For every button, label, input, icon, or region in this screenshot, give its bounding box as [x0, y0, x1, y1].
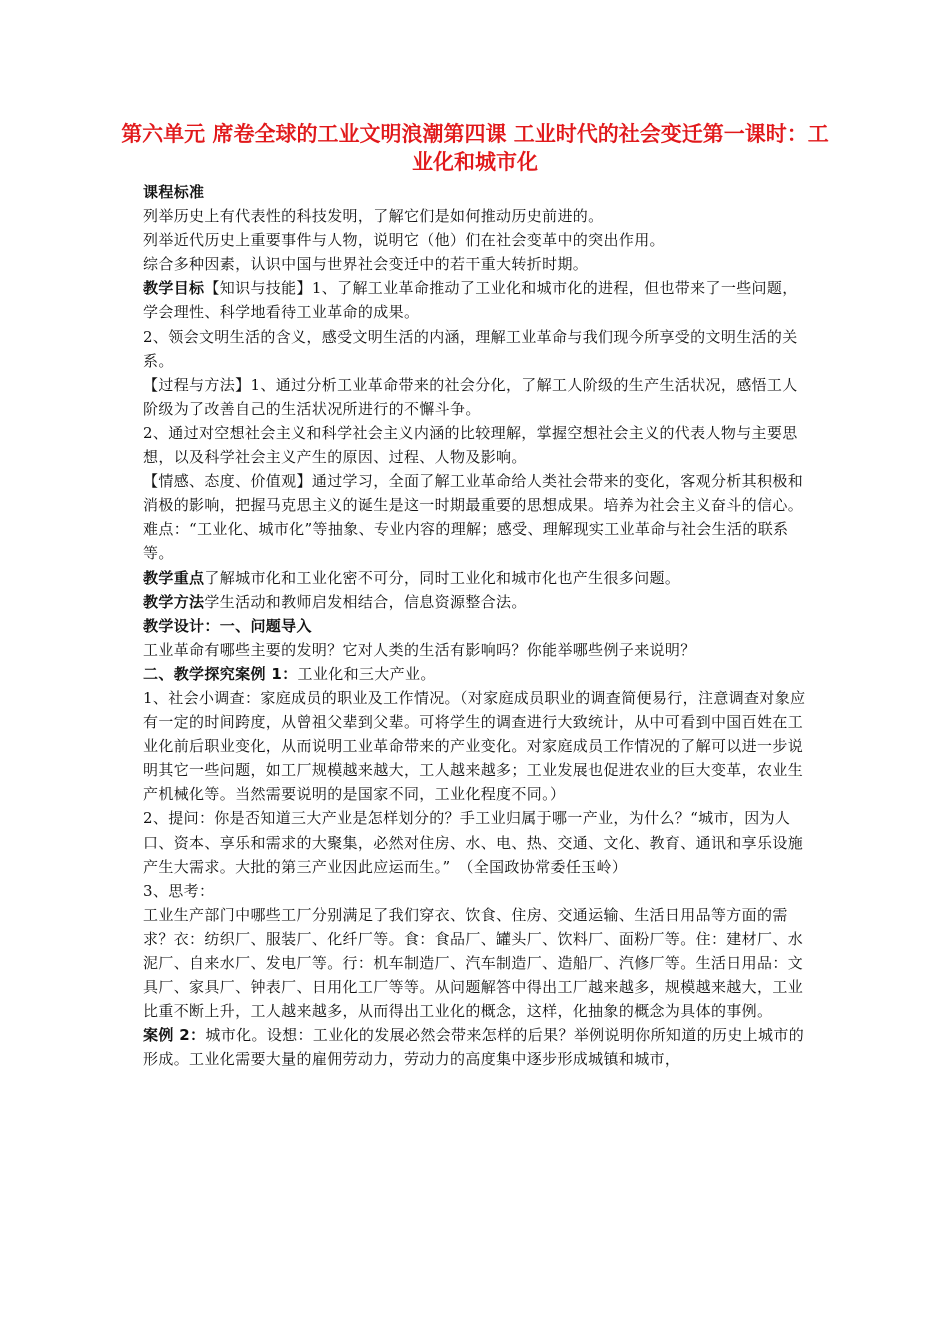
- standard-item: 综合多种因素，认识中国与世界社会变迁中的若干重大转折时期。: [143, 255, 589, 274]
- case1-heading: 二、教学探究案例 1：: [143, 664, 298, 683]
- objectives-paragraph: 教学目标【知识与技能】1、了解工业革命推动了工业化和城市化的进程，但也带来了一些问题，学会理性、科学地看待工业革命的成果。: [143, 279, 798, 322]
- case1-paragraph: 工业生产部门中哪些工厂分别满足了我们穿衣、饮食、住房、交通运输、生活日用品等方面的需求？衣：纺织厂、服装厂、化纤厂等。食：食品厂、罐头厂、饮料厂、面粉厂等。住：建材厂、水泥厂、自来水厂、发电厂等。行：机车制造厂、汽车制造厂、造船厂、汽修厂等。生活日用品：文具厂、家具厂、钟表厂、日用化工厂等等。从问题解答中得出工厂越来越多，规模越来越大，工业比重不断上升，工人越来越多，从而得出工业化的概念，这样，化抽象的概念为具体的事例。: [143, 905, 804, 1021]
- document-title: 第六单元 席卷全球的工业文明浪潮第四课 工业时代的社会变迁第一课时：工业化和城市化: [121, 122, 829, 174]
- difficulty-paragraph: 难点：“工业化、城市化”等抽象、专业内容的理解；感受、理解现实工业革命与社会生活的联系等。: [143, 520, 789, 563]
- methods-paragraph: 教学方法学生活动和教师启发相结合，信息资源整合法。: [143, 592, 527, 611]
- objectives-heading: 教学目标: [143, 279, 205, 298]
- case2-heading: 案例 2：: [143, 1026, 206, 1045]
- design-heading: 教学设计：一、问题导入: [143, 616, 312, 635]
- objectives-paragraph: 【过程与方法】1、通过分析工业革命带来的社会分化，了解工人阶级的生产生活状况，感悟工人阶级为了改善自己的生活状况所进行的不懈斗争。: [143, 375, 798, 418]
- methods-heading: 教学方法: [143, 592, 205, 611]
- case1-paragraph: 1、社会小调查：家庭成员的职业及工作情况。（对家庭成员职业的调查简便易行，注意调查对象应有一定的时间跨度，从曾祖父辈到父辈。可将学生的调查进行大致统计，从中可看到中国百姓在工业化前后职业变化，从而说明工业革命带来的产业变化。对家庭成员工作情况的了解可以进一步说明其它一些问题，如工厂规模越来越大，工人越来越多；工业发展也促进农业的巨大变革，农业生产机械化等。当然需要说明的是国家不同，工业化程度不同。）: [143, 688, 806, 804]
- standard-item: 列举近代历史上重要事件与人物，说明它（他）们在社会变革中的突出作用。: [143, 231, 665, 250]
- case1-title: 二、教学探究案例 1：工业化和三大产业。: [143, 664, 436, 683]
- objectives-paragraph: 【情感、态度、价值观】通过学习，全面了解工业革命给人类社会带来的变化，客观分析其积极和消极的影响，把握马克思主义的诞生是这一时期最重要的思想成果。培养为社会主义奋斗的信心。: [143, 472, 804, 515]
- standard-item: 列举历史上有代表性的科技发明，了解它们是如何推动历史前进的。: [143, 207, 604, 226]
- document-body: [143, 180, 811, 1071]
- course-standard-heading: 课程标准: [143, 183, 205, 201]
- key-points-heading: 教学重点: [143, 568, 205, 587]
- key-points-paragraph: 教学重点了解城市化和工业化密不可分，同时工业化和城市化也产生很多问题。: [143, 568, 681, 587]
- objectives-paragraph: 2、领会文明生活的含义，感受文明生活的内涵，理解工业革命与我们现今所享受的文明生活的关系。: [143, 327, 798, 370]
- case1-paragraph: 3、思考：: [143, 881, 215, 900]
- objectives-paragraph: 2、通过对空想社会主义和科学社会主义内涵的比较理解，掌握空想社会主义的代表人物与主要思想，以及科学社会主义产生的原因、过程、人物及影响。: [143, 423, 798, 467]
- case1-paragraph: 2、提问：你是否知道三大产业是怎样划分的？手工业归属于哪一产业，为什么？“城市，因为人口、资本、享乐和需求的大聚集，必然对住房、水、电、热、交通、文化、教育、通讯和享乐设施产生大需求。大批的第三产业因此应运而生。” （全国政协常委任玉岭）: [143, 809, 804, 876]
- design-question: 工业革命有哪些主要的发明？它对人类的生活有影响吗？你能举哪些例子来说明？: [143, 640, 696, 659]
- case2-paragraph: 案例 2：城市化。设想：工业化的发展必然会带来怎样的后果？举例说明你所知道的历史上城市的形成。工业化需要大量的雇佣劳动力，劳动力的高度集中逐步形成城镇和城市，: [143, 1026, 805, 1069]
